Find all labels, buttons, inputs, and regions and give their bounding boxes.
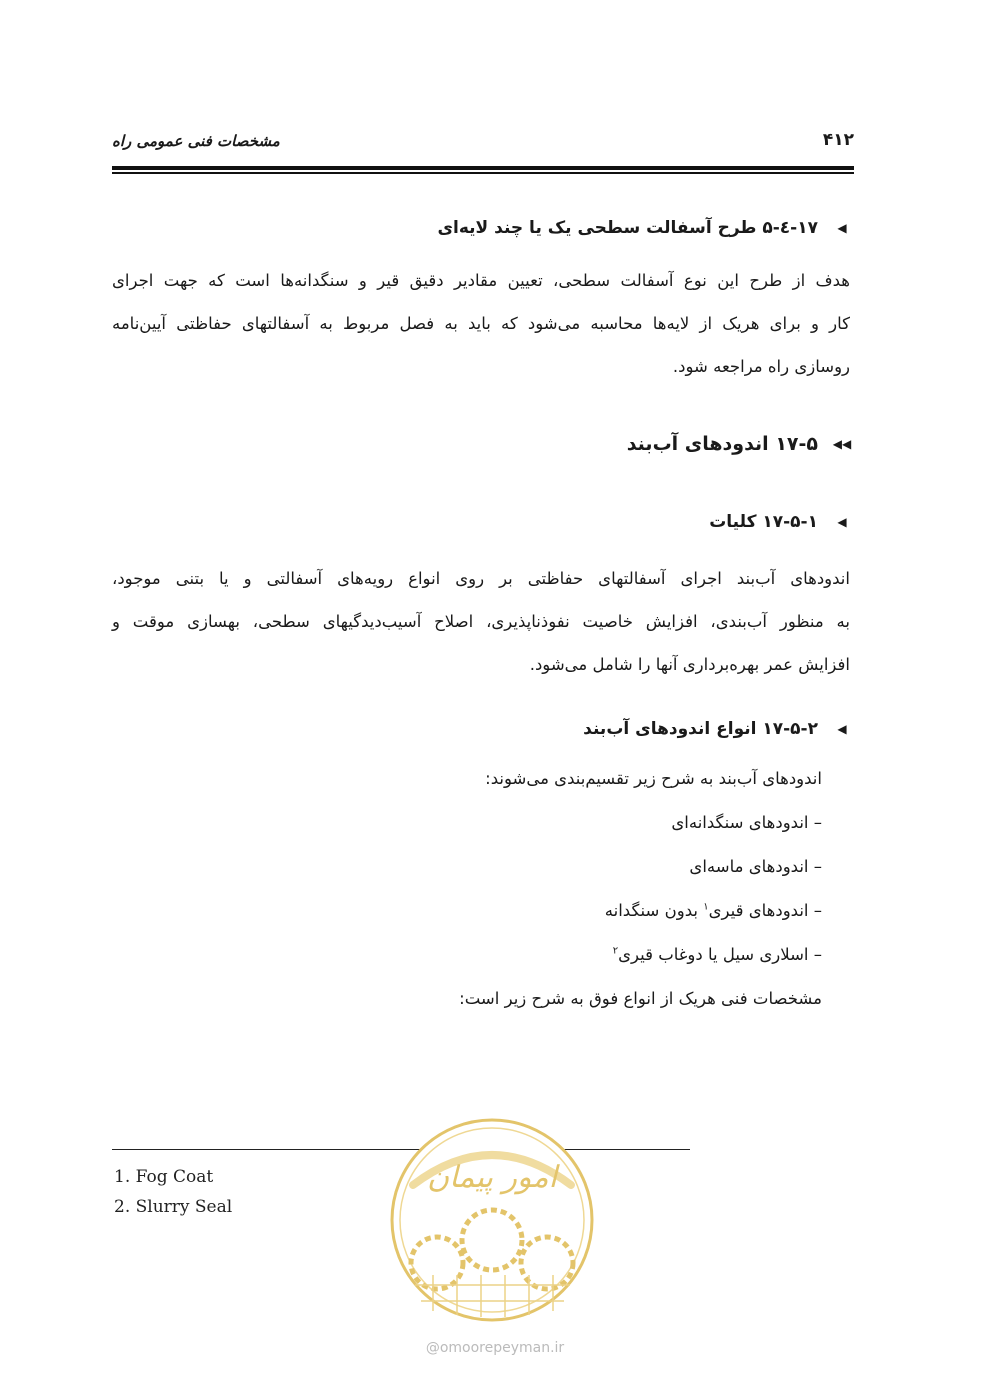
list-intro: اندودهای آب‌بند به شرح زیر تقسیم‌بندی می‌شوند: — [485, 769, 822, 788]
watermark-logo-text: امور پیمان — [427, 1160, 557, 1195]
section-heading-17-5-2 — [583, 719, 854, 739]
heading-text: ۱۷-۵-۲ انواع اندودهای آب‌بند — [583, 719, 818, 739]
list-item-suffix: بدون سنگدانه — [604, 901, 704, 920]
header-rule-thick — [112, 166, 854, 170]
bullet-arrow-icon: ◀ — [837, 515, 847, 529]
running-header-title: مشخصات فنی عمومی راه — [112, 132, 280, 150]
section-heading-17-4-5 — [437, 218, 854, 238]
heading-text: ۱۷-٤-۵ طرح آسفالت سطحی یک یا چند لایه‌ای — [437, 218, 818, 238]
bullet-arrow-icon: ◀ — [837, 722, 847, 736]
footnote: 2. Slurry Seal — [114, 1197, 233, 1217]
paragraph-line: روسازی راه مراجعه شود. — [672, 357, 850, 376]
list-item — [605, 901, 822, 920]
list-item: – اندودهای ماسه‌ای — [689, 857, 822, 876]
list-closing: مشخصات فنی هریک از انواع فوق به شرح زیر است: — [459, 989, 822, 1008]
section-heading-17-5 — [627, 433, 854, 455]
list-item-text: – اندودهای قیری — [708, 901, 822, 920]
paragraph-line: کار و برای هریک از لایه‌ها محاسبه می‌شود که باید به فصل مربوط به آسفالتهای حفاظتی آیین‌نامه — [112, 314, 850, 333]
paragraph-line: به منظور آب‌بندی، افزایش خاصیت نفوذناپذیری، اصلاح آسیب‌دیدگیهای سطحی، بهسازی موقت و — [112, 612, 850, 631]
footnote: 1. Fog Coat — [114, 1167, 214, 1187]
header-rule-thin — [112, 172, 854, 174]
list-item — [613, 945, 822, 964]
section-heading-17-5-1 — [709, 512, 854, 532]
bullet-arrow-icon: ◀ — [837, 221, 847, 235]
footnote-ref: ۱ — [703, 901, 709, 913]
heading-text: ۱۷-۵-۱ کلیات — [709, 512, 818, 532]
paragraph-17-5-1 — [112, 557, 850, 686]
paragraph-line: هدف از طرح این نوع آسفالت سطحی، تعیین مقادیر دقیق قیر و سنگدانه‌ها است که جهت اجرای — [112, 271, 850, 290]
footnote-ref: ۲ — [612, 945, 619, 957]
paragraph-line: افزایش عمر بهره‌برداری آنها را شامل می‌شود. — [529, 655, 850, 674]
list-item: – اندودهای سنگدانه‌ای — [671, 813, 822, 832]
paragraph-line: اندودهای آب‌بند اجرای آسفالتهای حفاظتی بر روی انواع رویه‌های آسفالتی و یا بتنی موجود، — [112, 569, 850, 588]
watermark-url: @omoorepeyman.ir — [425, 1340, 565, 1356]
double-arrow-icon: ◀◀ — [832, 437, 852, 451]
watermark-logo — [385, 1115, 600, 1345]
page-number: ۴۱۲ — [822, 130, 854, 150]
list-item-text: – اسلاری سیل یا دوغاب قیری — [618, 945, 822, 964]
paragraph-17-4-5 — [112, 259, 850, 388]
heading-text: ۱۷-۵ اندودهای آب‌بند — [626, 433, 818, 455]
